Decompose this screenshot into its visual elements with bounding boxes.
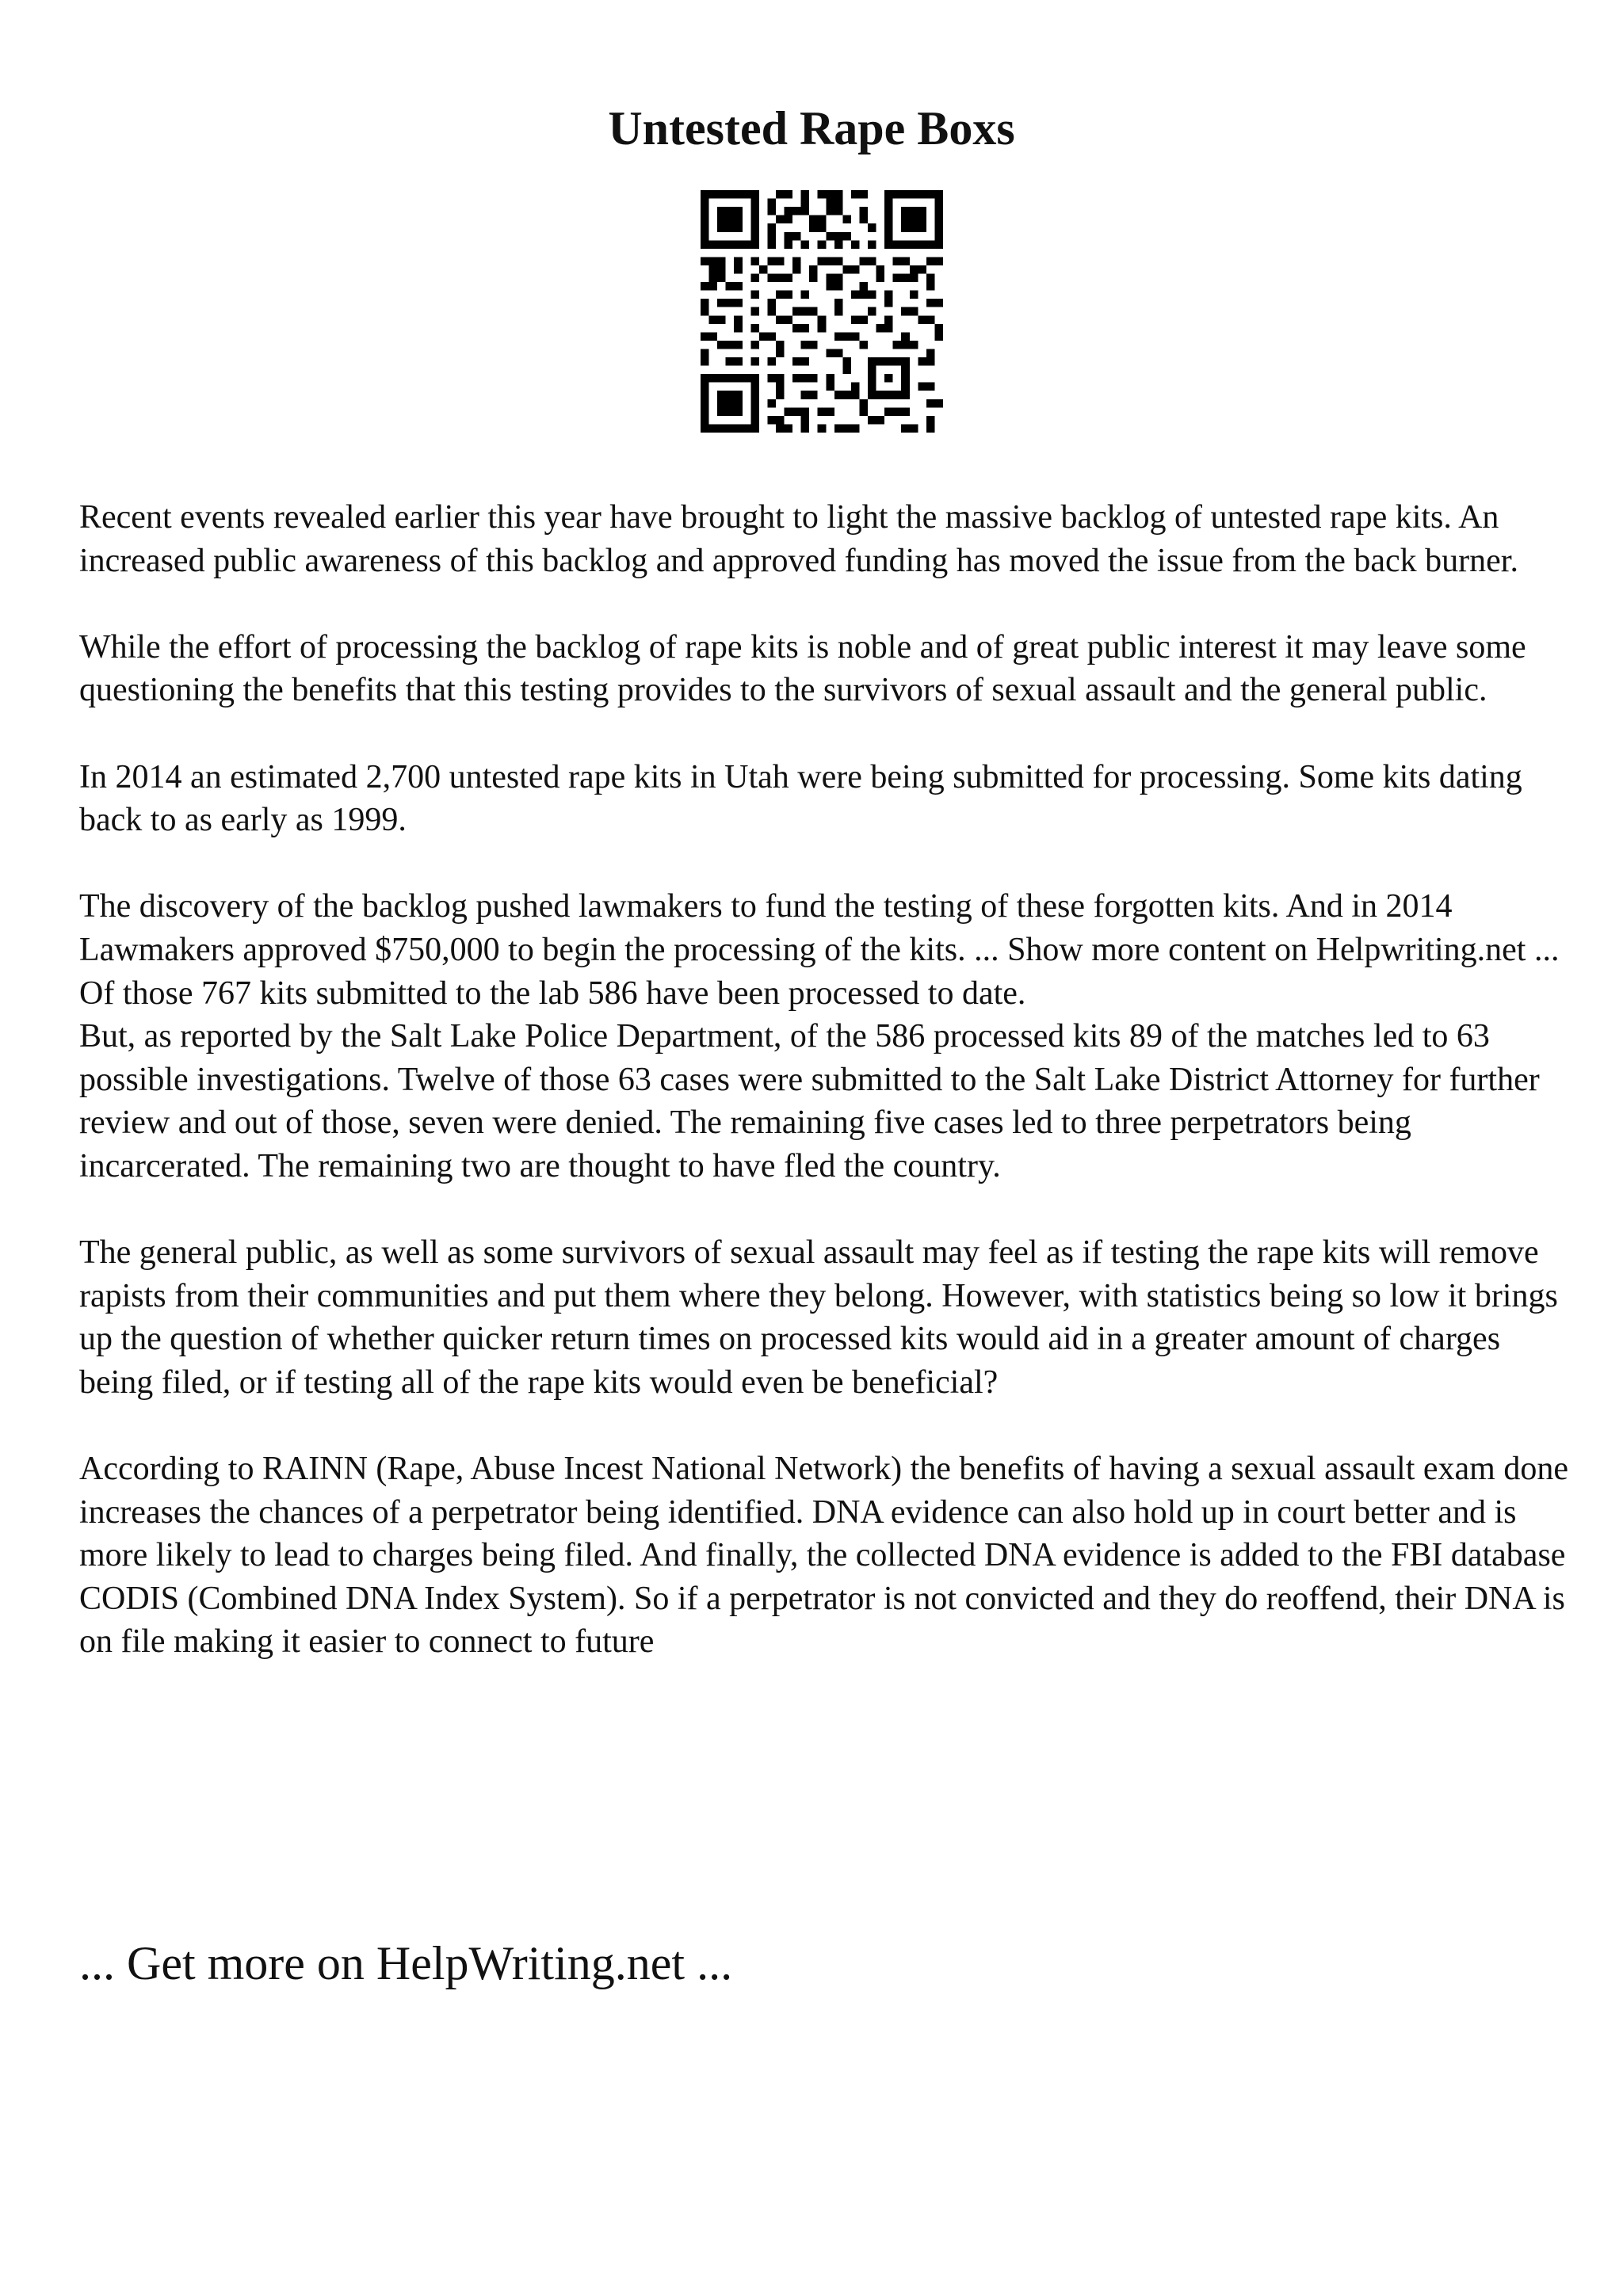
paragraph-benefits-question: While the effort of processing the backlog of rape kits is noble and of great public interest it may leave some questioning the benefits that this testing provides to the survivors of sexual assault and the general public. bbox=[79, 628, 1526, 709]
paragraph-police-report: But, as reported by the Salt Lake Police Department, of the 586 processed kits 89 of the matches led to 63 possible investigations. Twelve of those 63 cases were submitted to the Salt Lake District Attorney for further review and out of those, seven were denied. The remaining five cases led to three perpetrators being incarcerated. The remaining two are thought to have fled the country. bbox=[79, 1018, 1540, 1184]
paragraph-intro: Recent events revealed earlier this year have brought to light the massive backlog of untested rape kits. An increased public awareness of this backlog and approved funding has moved the issue from the back burner. bbox=[79, 499, 1518, 579]
get-more-link[interactable]: ... Get more on HelpWriting.net ... bbox=[79, 1937, 733, 1989]
paragraph-rainn: According to RAINN (Rape, Abuse Incest National Network) the benefits of having a sexual assault exam done increases the chances of a perpetrator being identified. DNA evidence can also hold up in court better and is more likely to lead to charges being filed. And finally, the collected DNA evidence is added to the FBI database CODIS (Combined DNA Index System). So if a perpetrator is not convicted and they do reoffend, their DNA is on file making it easier to connect to future bbox=[79, 1451, 1568, 1661]
page-title: Untested Rape Boxs bbox=[608, 102, 1015, 154]
qr-code-icon bbox=[701, 190, 943, 433]
paragraph-lawmakers-funding: The discovery of the backlog pushed lawmakers to fund the testing of these forgotten kits. And in 2014 Lawmakers approved $750,000 to begin the processing of the kits. ... Show more content on Helpwriting.net ... bbox=[79, 888, 1560, 968]
paragraph-public-perception: The general public, as well as some survivors of sexual assault may feel as if testing the rape kits will remove rapists from their communities and put them where they belong. However, with statistics being so low it brings up the question of whether quicker return times on processed kits would aid in a greater amount of charges being filed, or if testing all of the rape kits would even be beneficial? bbox=[79, 1234, 1558, 1401]
paragraph-kits-processed: Of those 767 kits submitted to the lab 586 have been processed to date. bbox=[79, 974, 1026, 1012]
article-body bbox=[79, 496, 1569, 1664]
paragraph-utah-2014: In 2014 an estimated 2,700 untested rape kits in Utah were being submitted for processing. Some kits dating back to as early as 1999. bbox=[79, 758, 1522, 839]
